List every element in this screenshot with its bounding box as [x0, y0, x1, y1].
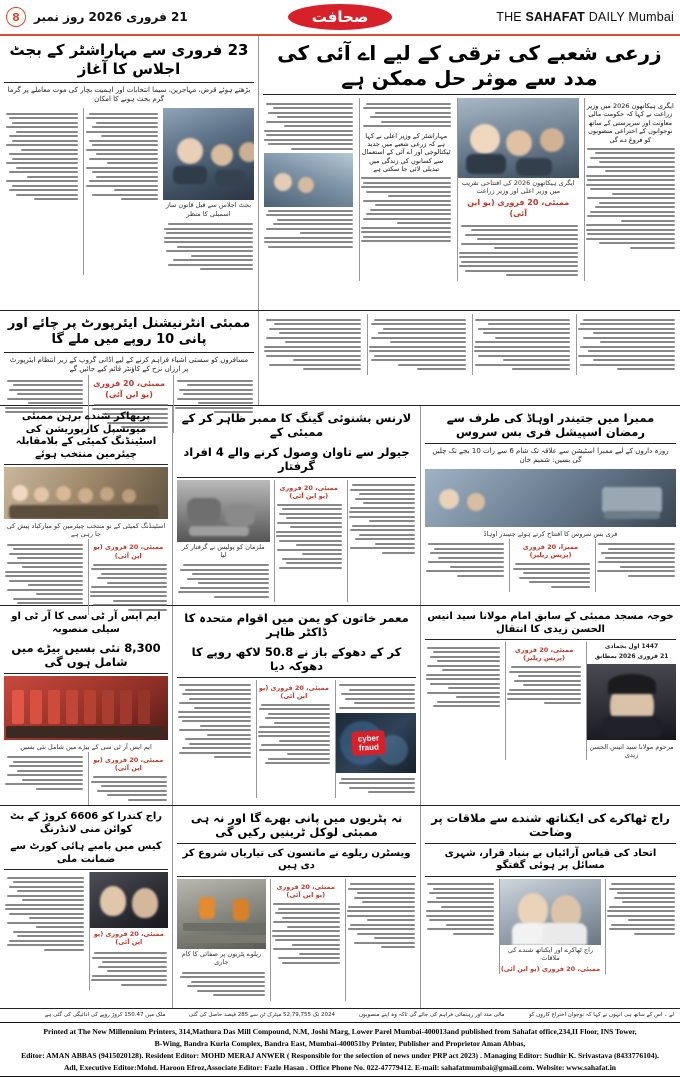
band-three — [0, 406, 680, 606]
msrtc-caption: ایم ایس آر ٹی سی کے بیڑے میں شامل نئی بسیں — [20, 742, 152, 751]
obituary-hijri-date: 1447 اول بجمادی — [604, 643, 659, 650]
lead-left-photo-wrap — [163, 108, 254, 274]
cyber-fraud-story — [172, 606, 420, 805]
kundra-headline-2: کیس میں بامبے ہائی کورٹ سے ضمانت ملی — [4, 839, 168, 870]
msrtc-story — [0, 606, 172, 805]
jump-col-2 — [367, 314, 467, 375]
cyber-body-b — [256, 680, 332, 798]
jump-text-4: ملک میں 150.47 کروڑ روپے کی ادائیگی کی گئی ہے — [44, 1012, 166, 1018]
cyber-byline: ممبئی، 20 فروری (یو این آئی) — [258, 683, 329, 700]
mumbra-subhead: روزہ داروں کے لیے ممبرا اسٹیشن سے علاقہ تک شام 6 سے رات 10 بجے تک چلیں گی بسیں: شمیم خان — [432, 446, 669, 465]
railway-headline-1: نہ پٹریوں میں پانی بھرے گا اور نہ ہی ممبئی لوکل ٹرینیں رکیں گی — [177, 809, 416, 844]
lead-main-byline: ممبئی، 20 فروری (یو این آئی) — [467, 198, 570, 218]
lead-left-photo-caption: بجٹ اجلاس سے قبل قانون ساز اسمبلی کا منظر — [165, 201, 252, 218]
mumbra-caption: فری بس سروس کا افتتاح کرتے ہوئے جتیندر اوہاڈ — [483, 529, 618, 538]
imprint-line-1: Printed at The New Millennium Printers, 314,Mathura Das Mill Compound, N.M, Joshi Marg, Lower Parel Mumbai-400013and published from Sahafat office,234,II Floor, INS Tower, — [43, 1027, 637, 1037]
obituary-story — [420, 606, 680, 805]
railway-headline-2: ویسٹرن ریلوے نے مانسون کی تیاریاں شروع کر دی ہیں — [177, 846, 416, 877]
thackeray-caption: راج ٹھاکرے اور ایکناتھ شندے کی ملاقات — [507, 945, 594, 962]
thackeray-byline: ممبئی، 20 فروری (یو این آئی) — [500, 965, 601, 973]
cyber-body-a — [177, 680, 252, 798]
lead-main-col-2 — [359, 98, 451, 281]
msrtc-byline: ممبئی، 20 فروری (یو این آئی) — [93, 755, 164, 773]
msrtc-headline-2: 8,300 نئی بسیں بیڑے میں شامل ہوں گی — [4, 639, 168, 674]
thackeray-subhead: اتحاد کی قیاس آرائیاں بے بنیاد قرار، شہری مسائل پر ہوئی گفتگو — [425, 846, 676, 877]
lead-left-story — [0, 36, 258, 310]
publication-date: 21 فروری 2026 روز نمبر — [34, 10, 188, 24]
lead-band — [0, 36, 680, 311]
lead-main-subhead-b: ایگری ہیکاتھون 2026 میں وزیر زراعت نے کہا کہ حکومت مالی معاونت اور سرپرستی کے ساتھ نوجوانوں کے اختراعی منصوبوں کو فروغ دے گی — [586, 102, 674, 144]
cyber-badge-line2: fraud — [358, 742, 380, 753]
lead-left-subhead: بڑھتے ہوئے قرض، مہاجرین، سیما انتخابات اور اہمیت بچار کی موت معاملے پر گرما گرم بحث ہونے کا امکان — [7, 85, 251, 103]
airport-byline: ممبئی، 20 فروری (یو این آئی) — [93, 379, 165, 399]
railway-caption: ریلوے پٹریوں پر صفائی کا کام جاری — [181, 949, 262, 966]
thackeray-headline: راج ٹھاکرے کی ایکناتھ شندے سے ملاقات پر وضاحت — [425, 809, 676, 844]
kundra-headline-1: راج کندرا کو 6606 کروڑ کے بٹ کوائن منی لانڈرنگ — [9, 811, 163, 835]
imprint-footer — [0, 1022, 680, 1077]
newspaper-logo — [288, 4, 392, 30]
thackeray-story — [420, 806, 680, 1008]
kundra-photo-col — [89, 872, 169, 990]
jump-text-2: مالی مدد اور رہنمائی فراہم کی جائے گی تاکہ وہ اپنے منصوبوں — [358, 1012, 505, 1018]
english-title-bold: SAHAFAT — [525, 10, 586, 24]
mumbra-body-c — [595, 539, 676, 592]
lead-main-photo-col — [457, 98, 579, 281]
cyber-fraud-badge — [352, 730, 387, 756]
page-number-badge: 8 — [6, 7, 26, 27]
railway-body-b — [345, 879, 416, 1001]
bishnoi-photo-wrap — [177, 480, 270, 603]
airport-subhead: مسافروں کو سستی اشیاء فراہم کرنے کے لیے اڈانی گروپ کے زیر انتظام ایئرپورٹ پر ارزاں نرخ کے کاؤنٹر قائم کیے جائیں گے — [9, 355, 249, 373]
lead-left-photo — [163, 108, 254, 200]
cyber-headline-1: معمر خاتون کو یمن میں اقوام متحدہ کا ڈاکٹر ظاہر — [184, 611, 409, 640]
mumbra-body-b — [509, 539, 590, 592]
railway-body-a — [270, 879, 341, 1001]
airport-band — [0, 311, 680, 406]
bishnoi-body-b — [347, 480, 416, 603]
obituary-body-b — [505, 642, 582, 760]
lead-left-headline: 23 فروری سے مہاراشٹر کے بجٹ اجلاس کا آغاز — [4, 39, 254, 83]
lead-main-story — [258, 36, 680, 310]
railway-photo-col — [177, 879, 266, 1001]
lead-main-headline: زرعی شعبے کی ترقی کے لیے اے آئی کی مدد سے موثر حل ممکن ہے — [263, 39, 676, 95]
imprint-line-3: Editor: AMAN ABBAS (9415020128). Resident Editor: MOHD MERAJ ANWER ( Responsible for the selection of news under PRP act 2023) . Managing Editor: Sudhir K. Srivastava (8433776104). — [21, 1050, 659, 1060]
obituary-portrait — [587, 664, 676, 740]
bmc-byline: ممبئی، 20 فروری (یو این آئی) — [93, 543, 164, 560]
railway-story — [172, 806, 420, 1008]
bmc-story — [0, 406, 172, 605]
lead-left-body-col-a — [4, 108, 79, 274]
english-title-post: DAILY Mumbai — [585, 10, 674, 24]
kundra-byline: ممبئی، 20 فروری (یو این آئی) — [93, 930, 164, 947]
jump-col-4 — [576, 314, 676, 375]
thackeray-body-b — [605, 879, 676, 975]
jump-col-3 — [472, 314, 572, 375]
lead-main-col-1 — [263, 98, 354, 281]
band-five — [0, 806, 680, 1009]
english-masthead-title — [496, 10, 674, 24]
bmc-photo — [4, 467, 168, 519]
logo-text: صحافت — [288, 4, 392, 30]
english-title-pre: THE — [496, 10, 526, 24]
mumbra-byline: ممبرا، 20 فروری (پریس ریلیز) — [522, 542, 579, 560]
lead-main-photo-1 — [458, 98, 579, 178]
bishnoi-photo — [177, 480, 270, 542]
lead-left-body-col-b — [83, 108, 159, 274]
cyber-graphic-col — [335, 680, 416, 798]
bishnoi-byline: ممبئی، 20 فروری (یو این آئی) — [279, 483, 338, 500]
obituary-body-a — [425, 642, 501, 760]
airport-story — [0, 311, 258, 405]
bishnoi-headline-1: لارنس بشنوئی گینگ کا ممبر ظاہر کر کے ممبئی کے — [181, 411, 412, 440]
jump-text-strip — [0, 1009, 680, 1022]
msrtc-body-a — [4, 752, 84, 805]
cyber-badge-line1: cyber — [357, 733, 380, 744]
band-four — [0, 606, 680, 806]
cyber-fraud-graphic — [336, 713, 416, 773]
mumbra-headline: ممبرا میں جتیندر اوہاڈ کی طرف سے رمضان اسپیشل فری بس سروس — [425, 409, 676, 444]
kundra-body-a — [4, 872, 85, 990]
bmc-caption: اسٹینڈنگ کمیٹی کے نو منتخب چیئرمین کو مبارکباد پیش کی جا رہی ہے — [6, 522, 166, 539]
msrtc-photo — [4, 676, 168, 740]
imprint-line-4: Adl, Executive Editor:Mohd. Haroon Efroz,Associate Editor: Fazle Hasan . Office Phone No. 022-47779412. E-mail: sahafatmumbai@gmail.com. Website: www.sahafat.in — [63, 1062, 617, 1072]
msrtc-headline-1: ایم ایس آر ٹی سی کا آر ٹی او سیلی منصوبہ — [11, 611, 161, 635]
airport-headline: ممبئی انٹرنیشنل ایئرپورٹ پر چائے اور پانی 10 روپے میں ملے گا — [4, 314, 254, 353]
thackeray-body-a — [425, 879, 495, 975]
lead-main-subhead-a: مہاراشٹر کے وزیر اعلی نے کہا ہے کہ زرعی شعبے میں جدید ٹیکنالوجی اور اے آئی کے استعمال سے کسانوں کی زندگی میں تبدیلی لائی جا سکتی ہے — [361, 131, 451, 174]
obituary-portrait-col — [586, 642, 676, 760]
thackeray-photo-col — [499, 879, 602, 975]
railway-photo — [177, 879, 266, 949]
obituary-byline: ممبئی، 20 فروری (پریس ریلیز) — [514, 646, 574, 663]
lead-main-col-4 — [584, 98, 676, 281]
bmc-headline: پربھاکر شندے برہن ممبئی میونسپل کارپوریشن کی اسٹینڈنگ کمیٹی کے بلامقابلہ چیئرمین منتخب ہوئے — [4, 409, 168, 465]
bmc-body-a — [4, 539, 84, 615]
bmc-body-b — [88, 539, 169, 615]
mumbra-photo — [425, 469, 676, 527]
msrtc-body-b — [88, 752, 169, 805]
kundra-story — [0, 806, 172, 1008]
masthead — [0, 0, 680, 36]
mumbra-bus-story — [420, 406, 680, 605]
obituary-greg-date: 21 فروری 2026 بمطابق — [594, 653, 669, 661]
kundra-photo — [90, 872, 169, 928]
jump-text-1: لے ۔ اس کے ساتھ ہی انہوں نے کہا کہ نوجوان اختراع کاروں کو — [528, 1012, 674, 1018]
obituary-headline: خوجہ مسجد ممبئی کے سابق امام مولانا سید انیس الحسن زیدی کا انتقال — [425, 609, 676, 640]
bishnoi-headline-2: جیولر سے تاوان وصول کرنے والے 4 افراد گرفتار — [177, 443, 416, 478]
bishnoi-story — [172, 406, 420, 605]
obituary-caption: مرحوم مولانا سید انیس الحسن زیدی — [589, 743, 674, 760]
cyber-headline-2: کر کے دھوکے باز نے 50.8 لاکھ روپے کا دھوکہ دیا — [177, 643, 416, 678]
lead-jump-col — [258, 311, 680, 405]
lead-main-photo-3 — [264, 153, 353, 207]
jump-col-1 — [263, 314, 362, 375]
jump-text-3: 2024 تک 52,79,755 میٹرک ٹن سے 285 فیصد حاصل کی گئی — [188, 1012, 335, 1018]
imprint-line-2: B-Wing, Bandra Kurla Complex, Bandra East, Mumbai-400051by Printer, Publisher and Proprietor Aman Abbas, — [154, 1039, 526, 1049]
mumbra-body-a — [425, 539, 505, 592]
railway-byline: ممبئی، 20 فروری (یو این آئی) — [276, 882, 335, 900]
bishnoi-body-a — [274, 480, 343, 603]
bishnoi-caption: ملزمان کو پولیس نے گرفتار کر لیا — [181, 542, 265, 559]
thackeray-photo — [500, 879, 602, 945]
lead-main-caption: ایگری ہیکاتھون 2026 کی افتتاحی تقریب میں وزیر اعلی اور وزیر زراعت — [461, 179, 575, 196]
